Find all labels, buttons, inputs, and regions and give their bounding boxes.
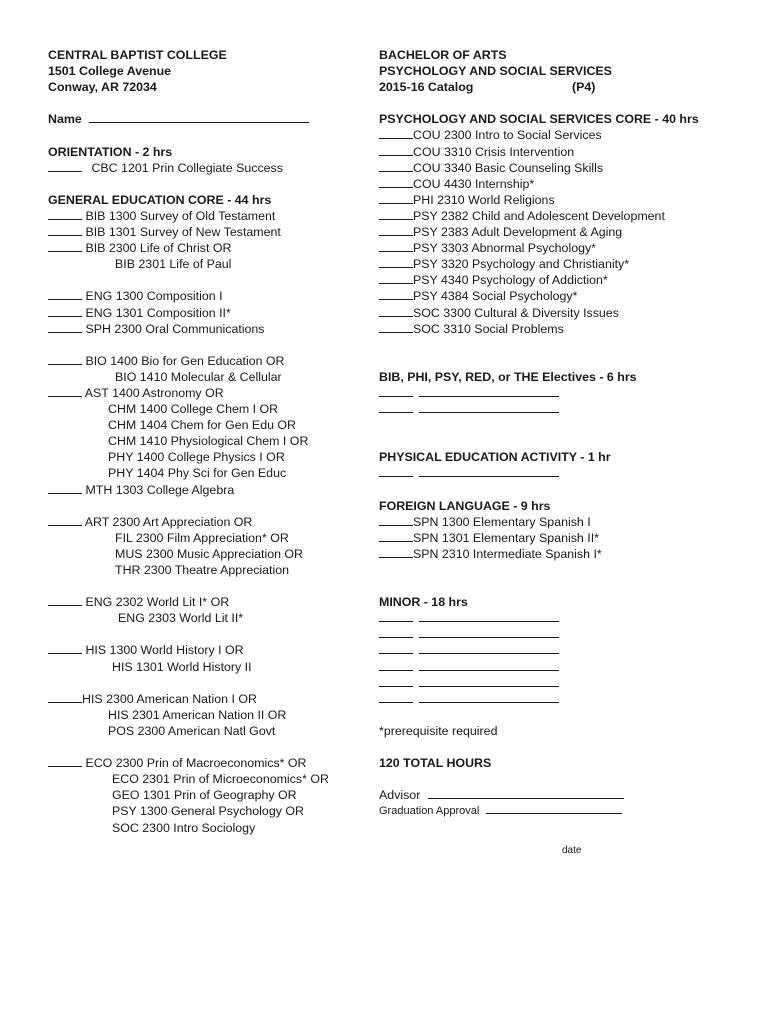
course-label: COU 3310 Crisis Intervention: [413, 144, 575, 159]
course-label: SOC 3310 Social Problems: [413, 321, 564, 336]
checkbox-blank[interactable]: [379, 160, 413, 172]
course-field[interactable]: [419, 642, 559, 654]
course-row: [48, 353, 368, 369]
course-row: [379, 272, 739, 288]
left-column: [48, 47, 368, 836]
course-label: SPN 1300 Elementary Spanish I: [413, 514, 591, 529]
course-alt: CHM 1410 Physiological Chem I OR: [108, 434, 309, 449]
course-label: HIS 1300 World History I OR: [85, 643, 244, 658]
checkbox-blank[interactable]: [379, 546, 413, 558]
course-alt: SOC 2300 Intro Sociology: [112, 820, 256, 835]
course-alt: ENG 2303 World Lit II*: [118, 611, 244, 626]
course-row: [48, 224, 368, 240]
course-alt: PHY 1400 College Physics I OR: [108, 450, 285, 465]
course-label: PHI 2310 World Religions: [413, 192, 555, 207]
checkbox-blank[interactable]: [379, 530, 413, 542]
course-row: [379, 256, 739, 272]
minor-row: [379, 626, 739, 642]
course-alt: MUS 2300 Music Appreciation OR: [115, 546, 304, 561]
checkbox-blank[interactable]: [379, 465, 413, 477]
course-row: [48, 385, 368, 401]
checkbox-blank[interactable]: [48, 755, 82, 767]
course-label: ENG 1301 Composition II*: [85, 305, 231, 320]
page-number: (P4): [572, 80, 596, 95]
checkbox-blank[interactable]: [48, 224, 82, 236]
checkbox-blank[interactable]: [379, 176, 413, 188]
catalog-year: 2015-16 Catalog: [379, 80, 474, 95]
checkbox-blank[interactable]: [379, 659, 413, 671]
checkbox-blank[interactable]: [48, 482, 82, 494]
checkbox-blank[interactable]: [379, 208, 413, 220]
checkbox-blank[interactable]: [379, 305, 413, 317]
checkbox-blank[interactable]: [379, 127, 413, 139]
checkbox-blank[interactable]: [48, 208, 82, 220]
course-field[interactable]: [419, 626, 559, 638]
course-row: [379, 514, 739, 530]
minor-row: [379, 642, 739, 658]
course-alt: THR 2300 Theatre Appreciation: [115, 563, 290, 577]
checkbox-blank[interactable]: [379, 626, 413, 638]
course-alt: HIS 2301 American Nation II OR: [108, 707, 287, 722]
checkbox-blank[interactable]: [379, 321, 413, 333]
course-label: COU 3340 Basic Counseling Skills: [413, 160, 604, 175]
course-row: [48, 288, 368, 304]
checkbox-blank[interactable]: [48, 514, 82, 526]
course-alt: HIS 1301 World History II: [112, 659, 252, 674]
course-row: [379, 127, 739, 143]
course-row: [48, 208, 368, 224]
course-alt: PHY 1404 Phy Sci for Gen Educ: [108, 466, 287, 481]
course-label: SOC 3300 Cultural & Diversity Issues: [413, 305, 619, 320]
checkbox-blank[interactable]: [48, 305, 82, 317]
checkbox-blank[interactable]: [48, 642, 82, 654]
course-row: [379, 305, 739, 321]
advisor-label: Advisor: [379, 788, 421, 803]
checkbox-blank[interactable]: [379, 401, 413, 413]
course-alt: CHM 1404 Chem for Gen Edu OR: [108, 418, 297, 433]
course-field[interactable]: [419, 675, 559, 687]
course-alt: BIO 1410 Molecular & Cellular: [115, 369, 282, 384]
checkbox-blank[interactable]: [379, 192, 413, 204]
course-alt: FIL 2300 Film Appreciation* OR: [115, 530, 289, 545]
course-label: BIB 1301 Survey of New Testament: [85, 225, 281, 240]
checkbox-blank[interactable]: [48, 288, 82, 300]
checkbox-blank[interactable]: [379, 385, 413, 397]
degree-title: BACHELOR OF ARTS: [379, 48, 507, 62]
course-label: PSY 3303 Abnormal Psychology*: [413, 241, 596, 256]
course-field[interactable]: [419, 610, 559, 622]
checkbox-blank[interactable]: [379, 256, 413, 268]
minor-heading: MINOR - 18 hrs: [379, 595, 468, 610]
course-field[interactable]: [419, 691, 559, 703]
course-row: [379, 240, 739, 256]
course-label: CBC 1201 Prin Collegiate Success: [91, 160, 283, 175]
date-label: date: [562, 845, 582, 856]
course-alt: BIB 2301 Life of Paul: [115, 257, 232, 272]
elective-row: [379, 401, 739, 417]
course-row: [379, 160, 739, 176]
course-row: [48, 240, 368, 256]
course-row: [379, 176, 739, 192]
gen-ed-heading: GENERAL EDUCATION CORE - 44 hrs: [48, 192, 272, 207]
course-label: ENG 2302 World Lit I* OR: [85, 595, 230, 610]
checkbox-blank[interactable]: [379, 691, 413, 703]
course-field[interactable]: [419, 659, 559, 671]
course-label: PSY 2382 Child and Adolescent Development: [413, 208, 665, 223]
course-alt: POS 2300 American Natl Govt: [108, 723, 276, 738]
course-label: PSY 2383 Adult Development & Aging: [413, 225, 623, 240]
name-field[interactable]: [89, 111, 309, 123]
course-label: BIO 1400 Bio for Gen Education OR: [85, 353, 285, 368]
core-heading: PSYCHOLOGY AND SOCIAL SERVICES CORE - 40 hrs: [379, 112, 699, 127]
degree-major: PSYCHOLOGY AND SOCIAL SERVICES: [379, 64, 612, 79]
course-row: [379, 321, 739, 337]
course-label: ENG 1300 Composition I: [85, 289, 223, 304]
right-column: [379, 47, 739, 820]
checkbox-blank[interactable]: [48, 321, 82, 333]
course-label: PSY 3320 Psychology and Christianity*: [413, 257, 630, 272]
course-field[interactable]: [419, 385, 559, 397]
language-heading: FOREIGN LANGUAGE - 9 hrs: [379, 498, 551, 513]
course-label: SPN 1301 Elementary Spanish II*: [413, 530, 599, 545]
course-alt: CHM 1400 College Chem I OR: [108, 402, 279, 417]
graduation-field[interactable]: [486, 804, 622, 814]
course-row: [379, 224, 739, 240]
course-field[interactable]: [419, 401, 559, 413]
minor-row: [379, 659, 739, 675]
checkbox-blank[interactable]: [379, 675, 413, 687]
elective-row: [379, 385, 739, 401]
name-label: Name: [48, 112, 82, 127]
course-label: AST 1400 Astronomy OR: [84, 385, 224, 400]
course-alt: GEO 1301 Prin of Geography OR: [112, 788, 297, 803]
minor-row: [379, 610, 739, 626]
course-alt: PSY 1300 General Psychology OR: [112, 804, 304, 819]
checkbox-blank[interactable]: [379, 514, 413, 526]
checkbox-blank[interactable]: [379, 240, 413, 252]
course-label: PSY 4340 Psychology of Addiction*: [413, 273, 608, 288]
course-label: HIS 2300 American Nation I OR: [82, 691, 257, 706]
course-row: [48, 691, 368, 707]
course-field[interactable]: [419, 465, 559, 477]
checkbox-blank[interactable]: [48, 691, 82, 703]
checkbox-blank[interactable]: [379, 272, 413, 284]
course-row: [48, 642, 368, 658]
college-city: Conway, AR 72034: [48, 80, 157, 95]
course-row: [48, 514, 368, 530]
course-label: COU 4430 Internship*: [413, 176, 535, 191]
checkbox-blank[interactable]: [48, 385, 82, 397]
course-row: [379, 546, 739, 562]
checkbox-blank[interactable]: [48, 240, 82, 252]
course-row: [48, 321, 368, 337]
checkbox-blank[interactable]: [379, 224, 413, 236]
college-name: CENTRAL BAPTIST COLLEGE: [48, 48, 227, 62]
checkbox-blank[interactable]: [48, 160, 82, 172]
course-row: [379, 208, 739, 224]
checkbox-blank[interactable]: [379, 144, 413, 156]
orientation-course-row: [48, 160, 368, 176]
course-row: [379, 288, 739, 304]
pe-row: [379, 465, 739, 481]
course-row: [379, 530, 739, 546]
course-label: PSY 4384 Social Psychology*: [413, 289, 578, 304]
graduation-label: Graduation Approval: [379, 805, 480, 818]
course-label: SPN 2310 Intermediate Spanish I*: [413, 546, 602, 561]
course-label: ART 2300 Art Appreciation OR: [84, 514, 253, 529]
minor-row: [379, 675, 739, 691]
checkbox-blank[interactable]: [379, 642, 413, 654]
course-row: [48, 305, 368, 321]
course-label: BIB 2300 Life of Christ OR: [85, 241, 232, 256]
total-hours: 120 TOTAL HOURS: [379, 756, 492, 771]
prereq-note: *prerequisite required: [379, 723, 498, 738]
pe-heading: PHYSICAL EDUCATION ACTIVITY - 1 hr: [379, 450, 611, 465]
course-alt: ECO 2301 Prin of Microeconomics* OR: [112, 772, 329, 787]
course-row: [48, 482, 368, 498]
course-row: [379, 192, 739, 208]
name-row: [48, 111, 368, 127]
course-row: [48, 755, 368, 771]
checkbox-blank[interactable]: [48, 594, 82, 606]
course-label: ECO 2300 Prin of Macroeconomics* OR: [85, 756, 307, 771]
checkbox-blank[interactable]: [48, 353, 82, 365]
college-address: 1501 College Avenue: [48, 64, 172, 79]
electives-heading: BIB, PHI, PSY, RED, or THE Electives - 6 hrs: [379, 369, 637, 384]
course-label: MTH 1303 College Algebra: [85, 482, 235, 497]
checkbox-blank[interactable]: [379, 610, 413, 622]
course-label: SPH 2300 Oral Communications: [85, 321, 265, 336]
course-label: COU 2300 Intro to Social Services: [413, 128, 602, 143]
course-row: [48, 594, 368, 610]
checkbox-blank[interactable]: [379, 288, 413, 300]
advisor-row: [379, 787, 739, 803]
course-row: [379, 144, 739, 160]
course-label: BIB 1300 Survey of Old Testament: [85, 208, 276, 223]
advisor-field[interactable]: [428, 787, 624, 799]
minor-row: [379, 691, 739, 707]
graduation-row: [379, 803, 739, 819]
catalog-row: [379, 79, 739, 95]
orientation-heading: ORIENTATION - 2 hrs: [48, 144, 173, 159]
